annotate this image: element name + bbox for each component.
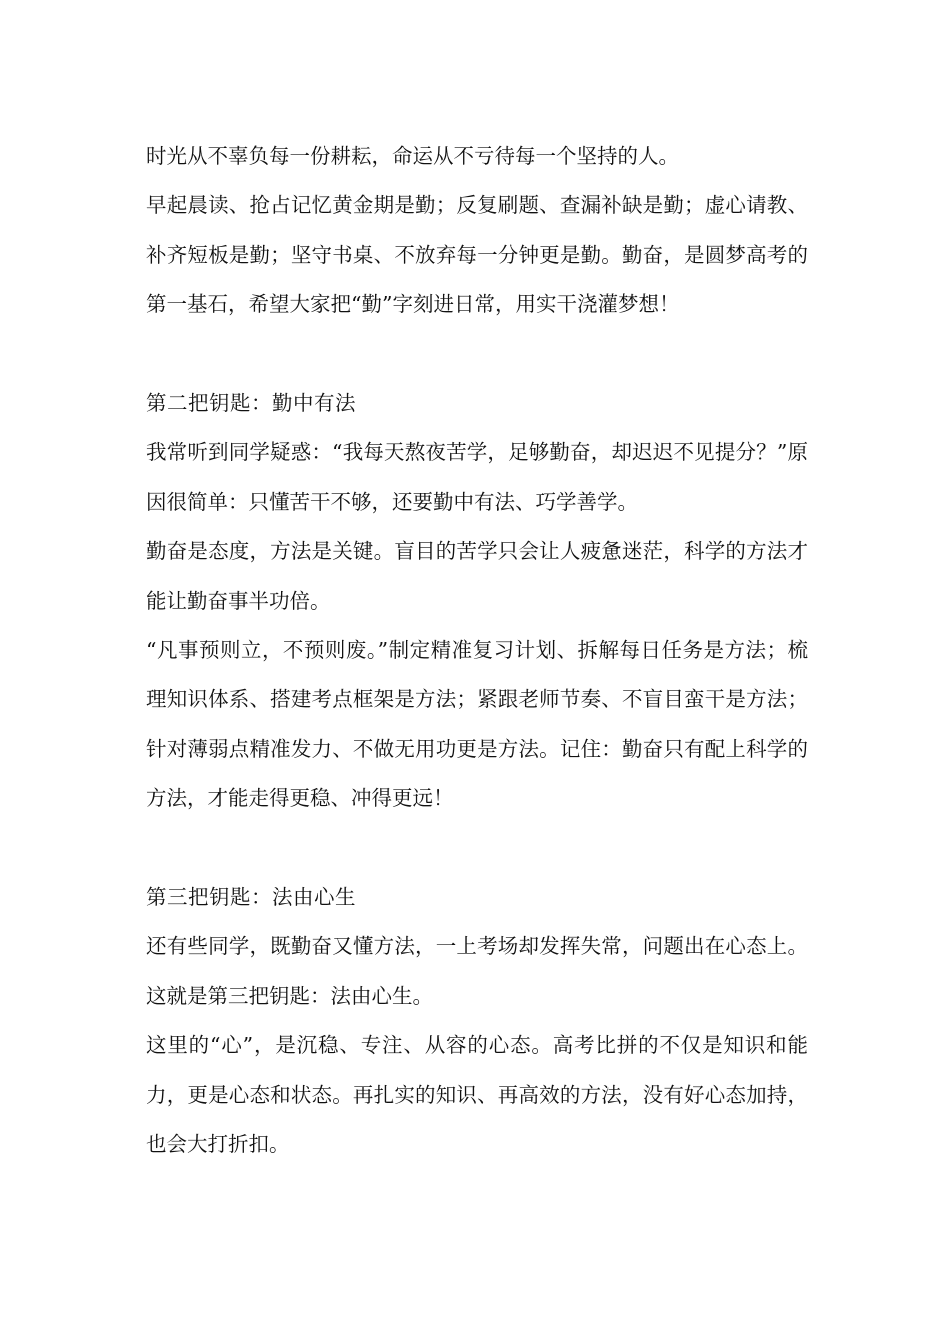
paragraph-diligence: 早起晨读、抢占记忆黄金期是勤；反复刷题、查漏补缺是勤；虚心请教、补齐短板是勤；坚守书桌、不放弃每一分钟更是勤。勤奋，是圆梦高考的第一基石，希望大家把“勤”字刻进日常，用实干浇灌梦想！: [146, 193, 808, 317]
paragraph-methods: “凡事预则立，不预则废。”制定精准复习计划、拆解每日任务是方法；梳理知识体系、搭建考点框架是方法；紧跟老师节奏、不盲目蛮干是方法；针对薄弱点精准发力、不做无用功更是方法。记住：勤奋只有配上科学的方法，才能走得更稳、冲得更远！: [146, 638, 808, 811]
paragraph-intro: 时光从不辜负每一份耕耘，命运从不亏待每一个坚持的人。: [146, 144, 679, 168]
document-body: [146, 132, 808, 1170]
paragraph-question: 我常听到同学疑惑：“我每天熬夜苦学，足够勤奋，却迟迟不见提分？”原因很简单：只懂苦干不够，还要勤中有法、巧学善学。: [146, 440, 808, 514]
section-spacer: [146, 330, 808, 379]
section-heading-third-key: 第三把钥匙：法由心生: [146, 885, 356, 910]
paragraph-mindset: 这里的“心”，是沉稳、专注、从容的心态。高考比拼的不仅是知识和能力，更是心态和状态。再扎实的知识、再高效的方法，没有好心态加持，也会大打折扣。: [146, 1033, 808, 1157]
section-heading-second-key: 第二把钥匙：勤中有法: [146, 391, 356, 416]
paragraph-mindset-problem: 还有些同学，既勤奋又懂方法，一上考场却发挥失常，问题出在心态上。这就是第三把钥匙：法由心生。: [146, 934, 808, 1008]
section-spacer: [146, 824, 808, 873]
paragraph-attitude-method: 勤奋是态度，方法是关键。盲目的苦学只会让人疲惫迷茫，科学的方法才能让勤奋事半功倍。: [146, 539, 808, 613]
